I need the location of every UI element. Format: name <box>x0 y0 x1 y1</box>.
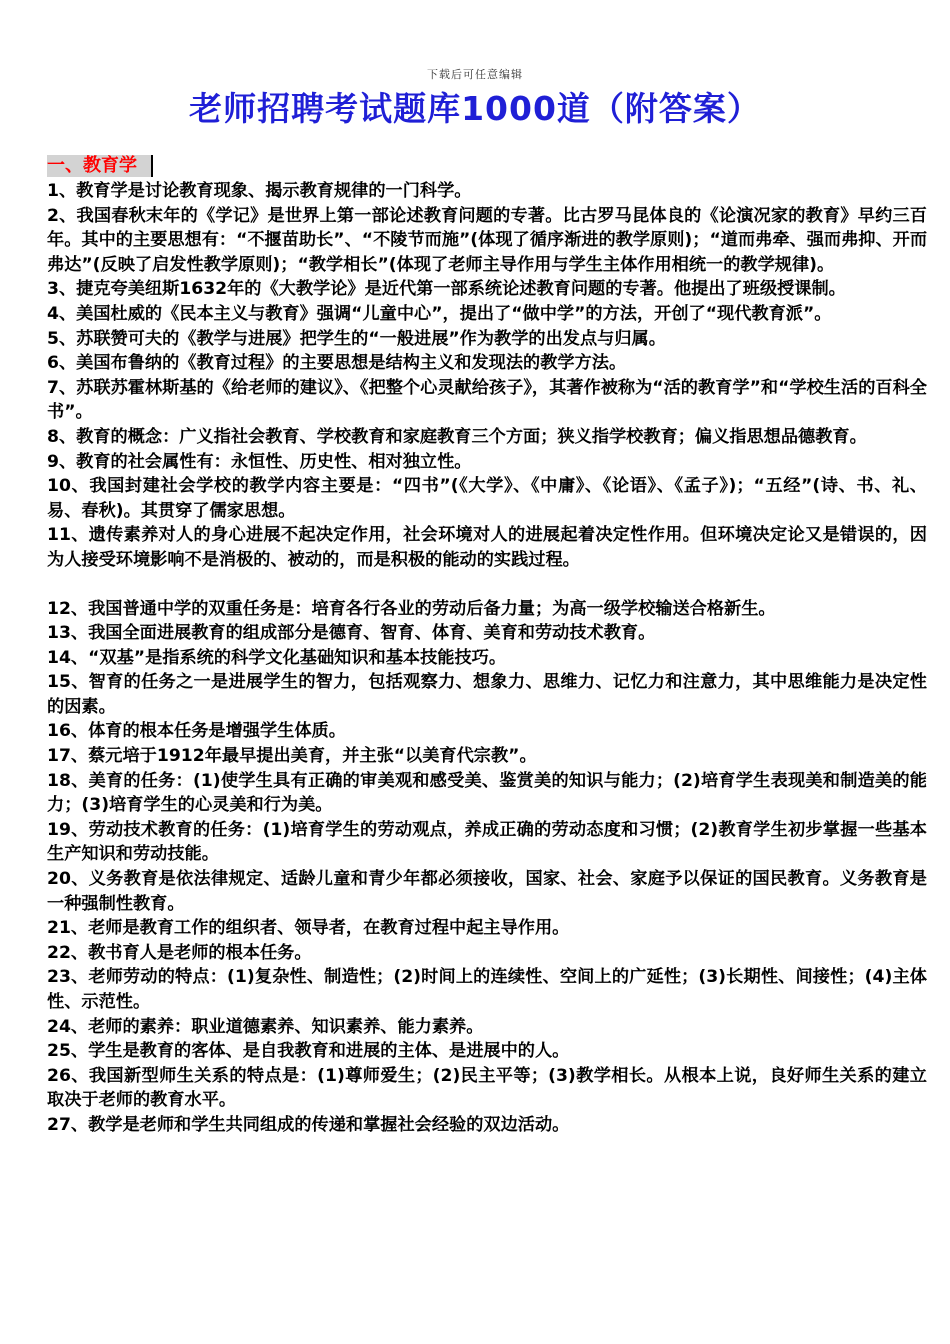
list-item: 4、美国杜威的《民本主义与教育》强调“儿童中心”，提出了“做中学”的方法，开创了“现代教育派”。 <box>47 303 832 324</box>
header-note: 下载后可任意编辑 <box>427 68 523 81</box>
list-item: 20、义务教育是依法律规定、适龄儿童和青少年都必须接收，国家、社会、家庭予以保证的国民教育。义务教育是一种强制性教育。 <box>47 869 927 914</box>
list-item: 16、体育的根本任务是增强学生体质。 <box>47 721 346 742</box>
list-item: 25、学生是教育的客体、是自我教育和进展的主体、是进展中的人。 <box>47 1041 570 1062</box>
list-item: 6、美国布鲁纳的《教育过程》的主要思想是结构主义和发现法的教学方法。 <box>47 353 627 374</box>
document-title: 老师招聘考试题库1000道（附答案） <box>189 89 761 128</box>
list-item: 1、教育学是讨论教育现象、揭示教育规律的一门科学。 <box>47 181 472 201</box>
list-item: 9、教育的社会属性有：永恒性、历史性、相对独立性。 <box>47 451 472 472</box>
list-item: 8、教育的概念：广义指社会教育、学校教育和家庭教育三个方面；狭义指学校教育；偏义指思想品德教育。 <box>47 426 867 447</box>
list-item: 24、老师的素养：职业道德素养、知识素养、能力素养。 <box>47 1016 484 1037</box>
list-item: 13、我国全面进展教育的组成部分是德育、智育、体育、美育和劳动技术教育。 <box>47 623 656 644</box>
list-item: 27、教学是老师和学生共同组成的传递和掌握社会经验的双边活动。 <box>47 1114 570 1135</box>
list-item: 23、老师劳动的特点：(1)复杂性、制造性；(2)时间上的连续性、空间上的广延性；(3)长期性、间接性；(4)主体性、示范性。 <box>47 967 927 1012</box>
list-item: 17、蔡元培于1912年最早提出美育，并主张“以美育代宗教”。 <box>47 746 537 767</box>
list-item: 10、我国封建社会学校的教学内容主要是：“四书”(《大学》、《中庸》、《论语》、《孟子》)；“五经”(诗、书、礼、易、春秋)。其贯穿了儒家思想。 <box>47 476 927 521</box>
list-item: 26、我国新型师生关系的特点是：(1)尊师爱生；(2)民主平等；(3)教学相长。从根本上说，良好师生关系的建立取决于老师的教育水平。 <box>47 1065 927 1111</box>
list-item: 21、老师是教育工作的组织者、领导者，在教育过程中起主导作用。 <box>47 918 570 939</box>
list-item: 3、捷克夸美纽斯1632年的《大教学论》是近代第一部系统论述教育问题的专著。他提出了班级授课制。 <box>47 279 846 300</box>
list-item: 7、苏联苏霍林斯基的《给老师的建议》、《把整个心灵献给孩子》，其著作被称为“活的教育学”和“学校生活的百科全书”。 <box>47 377 927 423</box>
list-item: 19、劳动技术教育的任务：(1)培育学生的劳动观点，养成正确的劳动态度和习惯；(2)教育学生初步掌握一些基本生产知识和劳动技能。 <box>47 819 927 865</box>
list-item: 14、“双基”是指系统的科学文化基础知识和基本技能技巧。 <box>47 647 507 668</box>
list-item: 18、美育的任务：(1)使学生具有正确的审美观和感受美、鉴赏美的知识与能力；(2)培育学生表现美和制造美的能力；(3)培育学生的心灵美和行为美。 <box>47 770 927 816</box>
list-item: 11、遗传素养对人的身心进展不起决定作用，社会环境对人的进展起着决定性作用。但环境决定论又是错误的，因为人接受环境影响不是消极的、被动的，而是积极的能动的实践过程。 <box>47 525 927 570</box>
list-item: 12、我国普通中学的双重任务是：培育各行各业的劳动后备力量；为高一级学校输送合格新生。 <box>47 598 776 619</box>
section-heading: 一、教育学 <box>47 155 153 177</box>
document-body <box>47 155 927 1138</box>
list-item: 22、教书育人是老师的根本任务。 <box>47 942 312 963</box>
list-item: 15、智育的任务之一是进展学生的智力，包括观察力、想象力、思维力、记忆力和注意力，其中思维能力是决定性的因素。 <box>47 672 927 717</box>
list-item: 5、苏联赞可夫的《教学与进展》把学生的“一般进展”作为教学的出发点与归属。 <box>47 328 666 349</box>
item-list <box>47 179 927 1138</box>
list-item: 2、我国春秋末年的《学记》是世界上第一部论述教育问题的专著。比古罗马昆体良的《论演况家的教育》早约三百年。其中的主要思想有：“不揠苗助长”、“不陵节而施”(体现了循序渐进的教学原则)；“道而弗牵、强而弗抑、开而弗达”(反映了启发性教学原则)；“教学相长”(体现了老师主导作用与学生主体作用相统一的教学规律)。 <box>47 205 928 275</box>
